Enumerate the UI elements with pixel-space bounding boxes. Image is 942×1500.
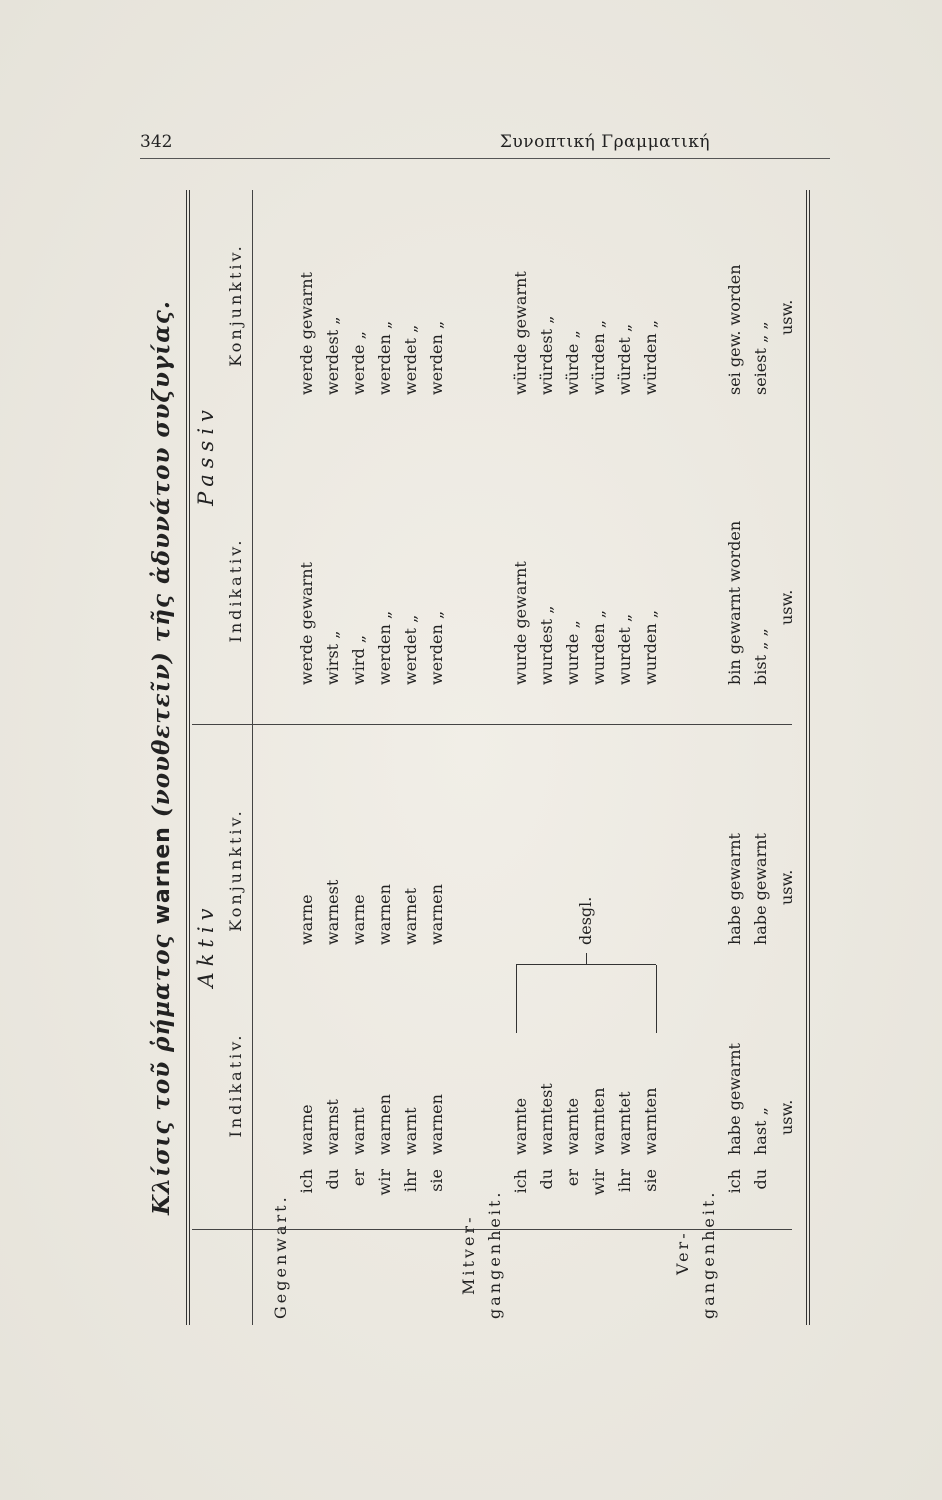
active-subjunctive-form: habe gewarnt bbox=[725, 833, 744, 945]
active-subjunctive-etc: usw. bbox=[777, 869, 796, 905]
running-title: Συνοπτική Γραμματική bbox=[499, 132, 710, 152]
active-indicative-form: warntet bbox=[615, 1091, 634, 1155]
active-indicative-form: warnt bbox=[349, 1107, 368, 1155]
active-indicative-form: hast „ bbox=[751, 1107, 770, 1155]
pronoun: ich bbox=[297, 1169, 316, 1194]
active-subjunctive-form: habe gewarnt bbox=[751, 833, 770, 945]
passive-subjunctive-etc: usw. bbox=[777, 299, 796, 335]
active-subjunctive-form: warnet bbox=[401, 887, 420, 945]
header-passiv: Passiv bbox=[194, 404, 218, 506]
passive-subjunctive-form: würden „ bbox=[589, 319, 608, 395]
tense-perfect-line2: gangenheit. bbox=[699, 1189, 718, 1319]
passive-indicative-form: wurden „ bbox=[641, 609, 660, 685]
brace-bottom-bar bbox=[656, 965, 657, 1033]
pronoun: wir bbox=[589, 1169, 608, 1196]
tense-imperfect-line2: gangenheit. bbox=[485, 1189, 504, 1319]
pronoun: sie bbox=[641, 1169, 660, 1192]
active-indicative-form: warntest bbox=[537, 1083, 556, 1155]
header-aktiv-konjunktiv: Konjunktiv. bbox=[226, 808, 245, 932]
active-indicative-form: warne bbox=[297, 1104, 316, 1155]
active-indicative-form: habe gewarnt bbox=[725, 1043, 744, 1155]
table-title bbox=[140, 190, 184, 1325]
bottom-double-rule bbox=[806, 190, 810, 1325]
tense-perfect-line1: Ver- bbox=[673, 1230, 692, 1275]
pronoun: er bbox=[349, 1169, 368, 1187]
tense-imperfect-line1: Mitver- bbox=[459, 1214, 478, 1295]
passive-subjunctive-form: sei gew. worden bbox=[725, 264, 744, 395]
brace-top-bar bbox=[516, 965, 517, 1033]
header-aktiv-indikativ: Indikativ. bbox=[226, 1032, 245, 1138]
passive-indicative-form: wurden „ bbox=[589, 609, 608, 685]
header-passiv-konjunktiv: Konjunktiv. bbox=[226, 243, 245, 367]
pronoun: ihr bbox=[401, 1169, 420, 1193]
title-prefix: Κλίσις τοῦ ῥήματος bbox=[148, 933, 175, 1215]
title-verb: warnen bbox=[150, 826, 175, 925]
active-subjunctive-note: desgl. bbox=[576, 896, 595, 945]
pronoun: sie bbox=[427, 1169, 446, 1192]
passive-indicative-form: wirst „ bbox=[323, 630, 342, 685]
passive-indicative-form: wurde gewarnt bbox=[511, 561, 530, 685]
brace-tip bbox=[586, 953, 587, 965]
page-number: 342 bbox=[140, 132, 173, 152]
passive-subjunctive-form: werde gewarnt bbox=[297, 272, 316, 395]
passive-subjunctive-form: werdet „ bbox=[401, 324, 420, 395]
passive-subjunctive-form: würde gewarnt bbox=[511, 271, 530, 395]
passive-indicative-form: bist „ „ bbox=[751, 628, 770, 685]
passive-indicative-form: werdet „ bbox=[401, 614, 420, 685]
passive-subjunctive-form: würdest „ bbox=[537, 315, 556, 395]
active-indicative-form: warnte bbox=[511, 1097, 530, 1155]
conjugation-table bbox=[140, 190, 830, 1325]
running-head bbox=[140, 128, 830, 159]
pronoun: du bbox=[323, 1169, 342, 1190]
passive-indicative-form: wurde „ bbox=[563, 620, 582, 685]
pronoun: ihr bbox=[615, 1169, 634, 1193]
active-indicative-form: warnen bbox=[427, 1094, 446, 1155]
active-indicative-etc: usw. bbox=[777, 1099, 796, 1135]
active-indicative-form: warnte bbox=[563, 1097, 582, 1155]
top-double-rule bbox=[186, 190, 190, 1325]
passive-subjunctive-form: würdet „ bbox=[615, 323, 634, 395]
active-indicative-form: warnten bbox=[641, 1087, 660, 1155]
passive-subjunctive-form: werde „ bbox=[349, 331, 368, 395]
pronoun: du bbox=[537, 1169, 556, 1190]
divider-voices bbox=[192, 724, 792, 725]
passive-indicative-form: werden „ bbox=[375, 610, 394, 685]
passive-indicative-form: bin gewarnt worden bbox=[725, 520, 744, 685]
passive-subjunctive-form: werdest „ bbox=[323, 316, 342, 395]
passive-indicative-form: werden „ bbox=[427, 610, 446, 685]
pronoun: wir bbox=[375, 1169, 394, 1196]
active-indicative-form: warnt bbox=[401, 1107, 420, 1155]
passive-subjunctive-form: werden „ bbox=[375, 320, 394, 395]
tense-present: Gegenwart. bbox=[271, 1194, 290, 1319]
pronoun: du bbox=[751, 1169, 770, 1190]
pronoun: ich bbox=[511, 1169, 530, 1194]
passive-indicative-etc: usw. bbox=[777, 589, 796, 625]
title-suffix: (νουθετεῖν) τῆς ἀδυνάτου συζυγίας. bbox=[148, 300, 175, 818]
header-rule bbox=[252, 190, 253, 1325]
passive-indicative-form: werde gewarnt bbox=[297, 562, 316, 685]
passive-subjunctive-form: würde „ bbox=[563, 330, 582, 395]
pronoun: er bbox=[563, 1169, 582, 1187]
active-subjunctive-form: warne bbox=[349, 894, 368, 945]
active-subjunctive-form: warnest bbox=[323, 879, 342, 945]
active-indicative-form: warnen bbox=[375, 1094, 394, 1155]
passive-subjunctive-form: seiest „ „ bbox=[751, 321, 770, 395]
passive-subjunctive-form: werden „ bbox=[427, 320, 446, 395]
active-subjunctive-form: warne bbox=[297, 894, 316, 945]
active-subjunctive-form: warnen bbox=[427, 884, 446, 945]
active-indicative-form: warnten bbox=[589, 1087, 608, 1155]
active-subjunctive-form: warnen bbox=[375, 884, 394, 945]
passive-indicative-form: wurdest „ bbox=[537, 605, 556, 685]
active-indicative-form: warnst bbox=[323, 1099, 342, 1155]
pronoun: ich bbox=[725, 1169, 744, 1194]
header-passiv-indikativ: Indikativ. bbox=[226, 537, 245, 643]
passive-indicative-form: wurdet „ bbox=[615, 613, 634, 685]
passive-indicative-form: wird „ bbox=[349, 634, 368, 685]
passive-subjunctive-form: würden „ bbox=[641, 319, 660, 395]
header-aktiv: Aktiv bbox=[194, 902, 218, 988]
